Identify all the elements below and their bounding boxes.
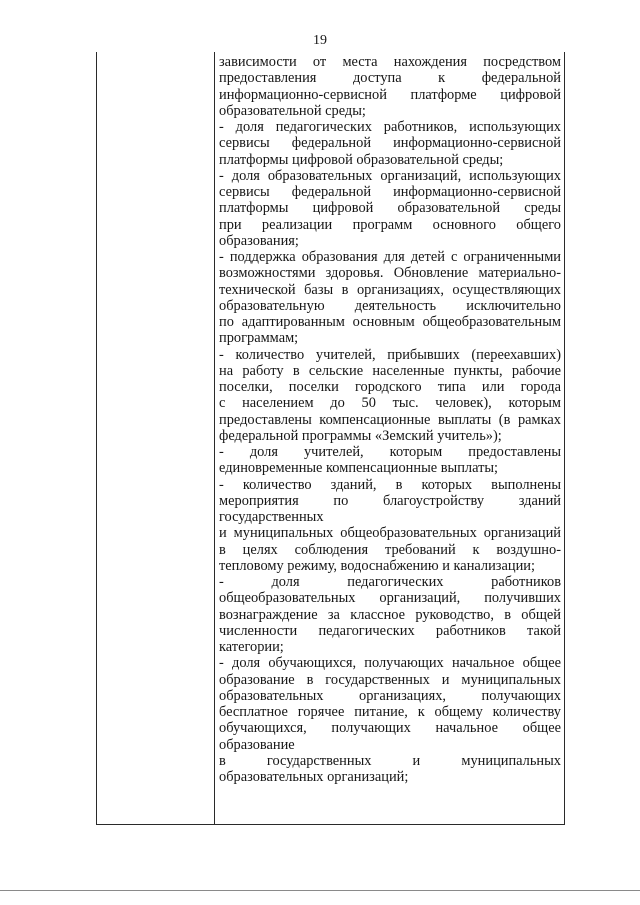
cell-line: - количество учителей, прибывших (переехавших) [219,346,561,363]
cell-line: единовременные компенсационные выплаты; [219,460,499,477]
cell-line: возможностями здоровья. Обновление материально- [219,265,561,282]
cell-line: - доля педагогических работников, использующих [219,119,561,135]
table-right-border [564,52,565,824]
cell-line: образования; [219,232,299,249]
cell-line: образование в государственных и муниципальных [219,671,561,688]
cell-line: образовательных организациях, получающих [219,687,561,704]
cell-line: зависимости от места нахождения посредством [219,54,561,70]
cell-line: тепловому режиму, водоснабжению и канализации; [219,557,535,574]
cell-line: с населением до 50 тыс. человек), которым [219,395,561,412]
cell-line: - доля образовательных организаций, использующих [219,167,561,184]
cell-line: федеральной программы «Земский учитель»); [219,427,502,444]
cell-line: образовательную деятельность исключительно [219,297,561,314]
cell-line: обучающихся, получающих начальное общее [219,720,561,737]
cell-line: государственных [219,509,324,525]
cell-line: по адаптированным основным общеобразовательным [219,314,561,330]
cell-line: - доля учителей, которым предоставлены [219,444,561,460]
cell-line: - поддержка образования для детей с ограниченными [219,249,561,265]
cell-line: - доля обучающихся, получающих начальное общее [219,655,561,672]
cell-line: в целях соблюдения требований к воздушно- [219,541,561,558]
cell-line: образовательной среды; [219,102,366,119]
cell-line: на работу в сельские населенные пункты, рабочие [219,362,561,379]
cell-line: категории; [219,639,284,655]
cell-line: численности педагогических работников такой [219,622,561,639]
cell-line: при реализации программ основного общего [219,216,561,233]
cell-line: программам; [219,330,299,347]
cell-line: сервисы федеральной информационно-сервисной [219,184,561,200]
cell-line: в государственных и муниципальных [219,752,561,769]
cell-line: бесплатное горячее питание, к общему количеству [219,704,561,720]
page-number: 19 [313,33,327,48]
cell-line: образовательных организаций; [219,769,409,785]
cell-line: платформы цифровой образовательной среды [219,200,561,217]
cell-line: предоставлены компенсационные выплаты (в рамках [219,411,561,428]
cell-line: мероприятия по благоустройству зданий [219,492,561,509]
cell-line: платформы цифровой образовательной среды; [219,151,504,168]
cell-line: - количество зданий, в которых выполнены [219,476,561,493]
table-cell-indicators [219,54,561,785]
cell-line: образование [219,736,295,753]
table-left-border [96,52,97,824]
cell-line: поселки, поселки городского типа или города [219,379,561,395]
cell-line: вознаграждение за классное руководство, в общей [219,606,561,623]
cell-line: предоставления доступа к федеральной [219,70,561,87]
cell-line: информационно-сервисной платформе цифровой [219,86,561,103]
cell-line: сервисы федеральной информационно-сервисной [219,135,561,152]
cell-line: и муниципальных общеобразовательных организаций [219,525,561,542]
cell-line: - доля педагогических работников [219,574,561,590]
table-bottom-border [96,824,565,825]
scan-edge-line [0,890,640,891]
cell-line: технической базы в организациях, осуществляющих [219,281,561,298]
table-column-divider [214,52,215,824]
cell-line: общеобразовательных организаций, получивших [219,590,561,607]
